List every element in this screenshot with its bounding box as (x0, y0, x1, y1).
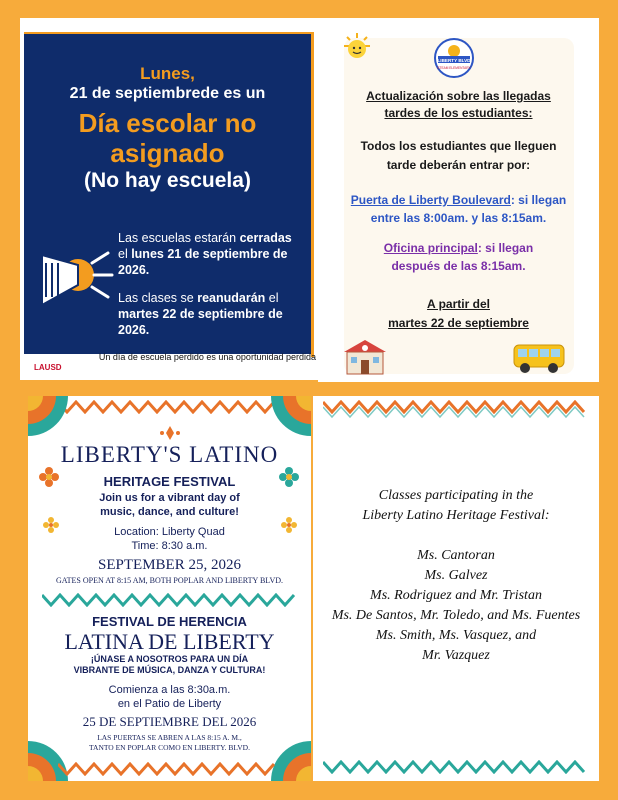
class-list-item: Ms. Rodriguez and Mr. Tristan (370, 588, 542, 603)
es-festival-location: en el Patio de Liberty (117, 698, 222, 710)
notice-date-line: 21 de septiembrede es un (69, 85, 266, 102)
update-intro-1: Todos los estudiantes que lleguen (360, 139, 557, 153)
zigzag-border-middle (42, 593, 297, 607)
logo-text-top: LIBERTY BLVD (437, 58, 471, 63)
class-list-item: Ms. De Santos, Mr. Toledo, and Ms. Fuentes (331, 608, 581, 623)
gate-label: Puerta de Liberty Boulevard (350, 193, 511, 207)
start-line-2: martes 22 de septiembre (388, 316, 529, 330)
es-festival-gates-1: LAS PUERTAS SE ABREN A LAS 8:15 A. M., (97, 733, 242, 742)
resume-text-b: reanudarán (197, 291, 266, 305)
flower-icon (38, 466, 60, 488)
lausd-logo: LAUSD (34, 363, 62, 372)
accent-border-right (311, 32, 314, 357)
classes-heading-1: Classes participating in the (378, 488, 534, 503)
festival-title: LIBERTY'S LATINO (60, 442, 279, 467)
notice-closure-text (118, 230, 298, 278)
office-label: Oficina principal (383, 241, 478, 255)
zigzag-border-top (58, 400, 281, 414)
no-school-day-notice (20, 18, 318, 380)
flower-icon (42, 516, 60, 534)
school-bus-icon (512, 341, 568, 375)
notice-footer: Un día de escuela perdido es una oportunidad perdida (98, 352, 316, 362)
festival-subtitle: HERITAGE FESTIVAL (103, 474, 236, 489)
class-list-item: Ms. Galvez (424, 568, 488, 583)
update-title-1: Actualización sobre las llegadas (366, 89, 551, 103)
update-title-2: tardes de los estudiantes: (384, 106, 533, 120)
gate-rest: : si llegan (510, 193, 567, 207)
zigzag-border-bottom (58, 762, 281, 776)
class-list-item: Mr. Vazquez (422, 648, 490, 663)
gate-line-2: entre las 8:00am. y las 8:15am. (370, 211, 547, 225)
closure-text-c: el (118, 247, 132, 261)
closure-text-b: cerradas (239, 231, 292, 245)
closure-text-d: lunes 21 de septiembre de 2026. (118, 247, 288, 277)
zigzag-border-top-teal (323, 405, 589, 419)
ornament-icon (160, 426, 180, 440)
notice-headline-2: asignado (110, 138, 225, 168)
flower-icon (280, 516, 298, 534)
es-festival-date: 25 DE SEPTIEMBRE DEL 2026 (82, 714, 257, 729)
es-festival-gates-2: TANTO EN POPLAR COMO EN LIBERTY. BLVD. (89, 743, 250, 752)
megaphone-icon (34, 233, 114, 323)
office-rest: : si llegan (477, 241, 534, 255)
festival-invite-1: Join us for a vibrant day of (99, 492, 240, 504)
start-line-1: A partir del (427, 297, 490, 311)
festival-gates: GATES OPEN AT 8:15 AM, BOTH POPLAR AND LIBERTY BLVD. (55, 576, 284, 585)
resume-text-c: el (265, 291, 279, 305)
class-list-item: Ms. Cantoran (417, 548, 495, 563)
class-list-item: Ms. Smith, Ms. Vasquez, and (375, 628, 537, 643)
notice-resume-text (118, 290, 298, 338)
gate-line-1 (318, 192, 599, 209)
update-intro-2: tarde deberán entrar por: (386, 158, 531, 172)
es-festival-title-2: LATINA DE LIBERTY (64, 629, 275, 654)
festival-time: Time: 8:30 a.m. (131, 540, 208, 552)
flower-icon (278, 466, 300, 488)
classes-heading-2: Liberty Latino Heritage Festival: (362, 508, 550, 523)
es-festival-time: Comienza a las 8:30a.m. (108, 684, 231, 696)
school-icon (342, 336, 388, 376)
festival-location: Location: Liberty Quad (114, 526, 225, 538)
notice-day: Lunes, (140, 64, 195, 83)
heritage-festival-flyer (28, 396, 311, 781)
office-line-2: después de las 8:15am. (391, 259, 526, 273)
notice-subheadline: (No hay escuela) (84, 169, 251, 192)
festival-invite-2: music, dance, and culture! (100, 506, 239, 518)
es-festival-invite-2: VIBRANTE DE MÚSICA, DANZA Y CULTURA! (73, 665, 266, 675)
resume-text-a: Las clases se (118, 291, 198, 305)
participating-classes (313, 396, 599, 781)
festival-date: SEPTEMBER 25, 2026 (98, 557, 241, 573)
logo-text-bottom: STEAM ELEMENTARY (437, 66, 471, 70)
notice-headline-1: Día escolar no (78, 108, 257, 138)
liberty-blvd-logo (432, 38, 476, 78)
zigzag-border-bottom (323, 760, 589, 774)
es-festival-invite-1: ¡ÚNASE A NOSOTROS PARA UN DÍA (90, 654, 249, 664)
resume-text-d: martes 22 de septiembre de 2026. (118, 307, 283, 337)
office-line-1 (318, 240, 599, 257)
sun-icon (340, 32, 374, 62)
closure-text-a: Las escuelas estarán (118, 231, 240, 245)
late-arrival-update (318, 18, 599, 382)
es-festival-title-1: FESTIVAL DE HERENCIA (92, 614, 247, 629)
corner-ornament-top-right (271, 396, 311, 436)
corner-ornament-top-left (28, 396, 68, 436)
